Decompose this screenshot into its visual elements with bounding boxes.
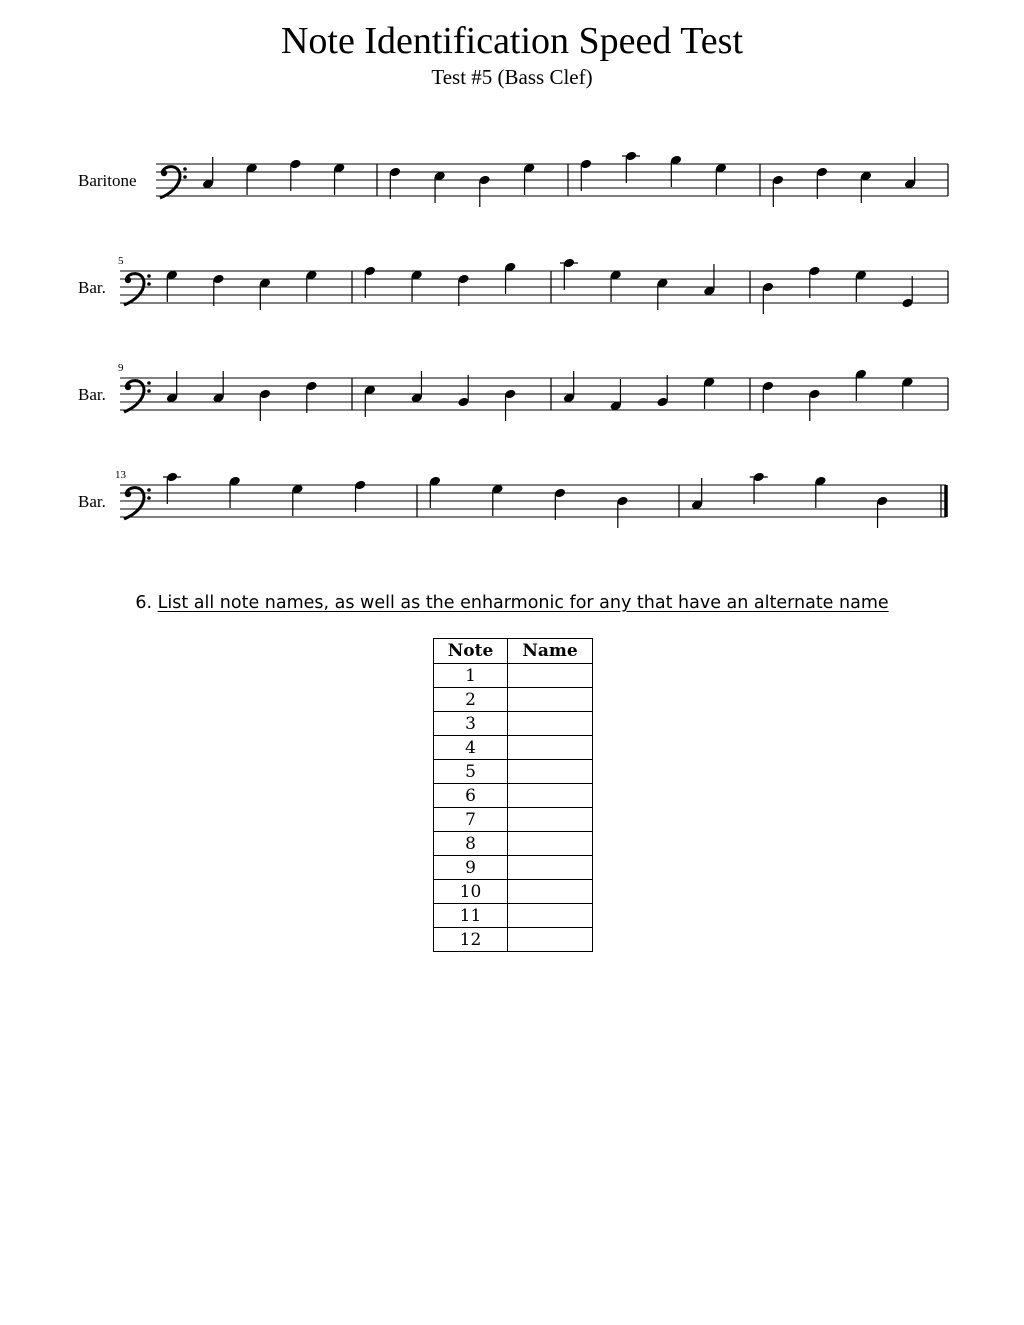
note-number-cell: 8 [434, 832, 508, 856]
note-E3 [364, 385, 376, 417]
note-name-answer-cell[interactable] [508, 856, 593, 880]
table-row [434, 928, 593, 952]
note-G3 [333, 163, 345, 195]
note-A3 [364, 266, 376, 298]
note-D3 [762, 282, 774, 314]
note-G3 [901, 377, 913, 409]
note-number-cell: 9 [434, 856, 508, 880]
instrument-label: Bar. [78, 278, 106, 297]
note-D3 [876, 496, 888, 528]
note-C3 [691, 478, 703, 510]
note-E3 [656, 278, 668, 310]
note-G3 [703, 377, 715, 409]
note-name-answer-cell[interactable] [508, 904, 593, 928]
note-G3 [411, 270, 423, 302]
note-C4 [166, 472, 178, 504]
note-C4 [563, 258, 575, 290]
note-name-answer-cell[interactable] [508, 664, 593, 688]
note-F3 [212, 274, 224, 306]
note-number-cell: 7 [434, 808, 508, 832]
table-row [434, 736, 593, 760]
note-D3 [478, 175, 490, 207]
note-G3 [491, 484, 503, 516]
note-F3 [554, 488, 566, 520]
note-number-cell: 10 [434, 880, 508, 904]
note-C3 [563, 371, 575, 403]
note-name-answer-cell[interactable] [508, 760, 593, 784]
note-D3 [259, 389, 271, 421]
note-A2 [610, 379, 622, 411]
note-C3 [904, 157, 916, 189]
note-A3 [354, 480, 366, 512]
note-number-cell: 3 [434, 712, 508, 736]
note-B2 [656, 375, 668, 407]
table-row [434, 784, 593, 808]
measure-number: 13 [115, 469, 126, 481]
note-number-cell: 12 [434, 928, 508, 952]
table-row [434, 808, 593, 832]
note-B3 [670, 155, 682, 187]
note-name-answer-cell[interactable] [508, 928, 593, 952]
note-A3 [808, 266, 820, 298]
note-C3 [166, 371, 178, 403]
table-row [434, 688, 593, 712]
note-G2 [901, 276, 913, 308]
note-G3 [523, 163, 535, 195]
bass-clef-upper-dot [183, 167, 187, 171]
bass-clef-dot [125, 277, 131, 283]
note-number-cell: 5 [434, 760, 508, 784]
note-F3 [389, 167, 401, 199]
table-header-row [434, 639, 593, 664]
note-C3 [703, 264, 715, 296]
note-D3 [808, 389, 820, 421]
bass-clef-dot [125, 384, 131, 390]
bass-clef-lower-dot [183, 175, 187, 179]
note-B3 [504, 262, 516, 294]
column-header-name: Name [508, 639, 593, 664]
page-title: Note Identification Speed Test [280, 20, 743, 62]
note-name-answer-cell[interactable] [508, 808, 593, 832]
instrument-label: Bar. [78, 492, 106, 511]
note-name-answer-cell[interactable] [508, 832, 593, 856]
note-name-answer-cell[interactable] [508, 712, 593, 736]
note-name-answer-cell[interactable] [508, 736, 593, 760]
bass-clef-lower-dot [147, 389, 151, 393]
note-B3 [855, 369, 867, 401]
note-A3 [580, 159, 592, 191]
note-C3 [202, 157, 214, 189]
table-row [434, 832, 593, 856]
note-number-cell: 1 [434, 664, 508, 688]
note-B2 [457, 375, 469, 407]
note-C4 [625, 151, 637, 183]
question [0, 592, 1024, 614]
note-B3 [229, 476, 241, 508]
instrument-label: Baritone [78, 171, 137, 190]
note-G3 [291, 484, 303, 516]
note-number-cell: 2 [434, 688, 508, 712]
note-D3 [616, 496, 628, 528]
question-number: 6. [135, 593, 153, 613]
note-number-cell: 4 [434, 736, 508, 760]
bass-clef-dot [125, 491, 131, 497]
bass-clef-lower-dot [147, 282, 151, 286]
table-row [434, 856, 593, 880]
note-F3 [816, 167, 828, 199]
bass-clef-upper-dot [147, 274, 151, 278]
note-F3 [457, 274, 469, 306]
answer-table [433, 638, 593, 952]
note-C4 [753, 472, 765, 504]
note-G3 [855, 270, 867, 302]
table-row [434, 904, 593, 928]
note-B3 [429, 476, 441, 508]
note-G3 [166, 270, 178, 302]
note-G3 [246, 163, 258, 195]
note-C3 [411, 371, 423, 403]
column-header-note: Note [434, 639, 508, 664]
note-E3 [434, 171, 446, 203]
instrument-label: Bar. [78, 385, 106, 404]
table-row [434, 880, 593, 904]
note-name-answer-cell[interactable] [508, 688, 593, 712]
table-row [434, 760, 593, 784]
bass-clef-upper-dot [147, 488, 151, 492]
note-A3 [289, 159, 301, 191]
question-text: List all note names, as well as the enharmonic for any that have an alternate name [157, 593, 889, 613]
note-D3 [772, 175, 784, 207]
bass-clef-lower-dot [147, 496, 151, 500]
measure-number: 5 [118, 255, 124, 267]
note-E3 [259, 278, 271, 310]
table-row [434, 712, 593, 736]
bass-clef-dot [161, 170, 167, 176]
note-C3 [212, 371, 224, 403]
note-F3 [762, 381, 774, 413]
note-G3 [610, 270, 622, 302]
note-D3 [504, 389, 516, 421]
note-B3 [814, 476, 826, 508]
note-name-answer-cell[interactable] [508, 784, 593, 808]
note-number-cell: 6 [434, 784, 508, 808]
note-number-cell: 11 [434, 904, 508, 928]
music-score [0, 0, 1024, 560]
bass-clef-upper-dot [147, 381, 151, 385]
note-E3 [860, 171, 872, 203]
measure-number: 9 [118, 362, 124, 374]
table-row [434, 664, 593, 688]
note-G3 [715, 163, 727, 195]
note-name-answer-cell[interactable] [508, 880, 593, 904]
note-F3 [305, 381, 317, 413]
page-subtitle: Test #5 (Bass Clef) [431, 65, 593, 89]
note-G3 [305, 270, 317, 302]
